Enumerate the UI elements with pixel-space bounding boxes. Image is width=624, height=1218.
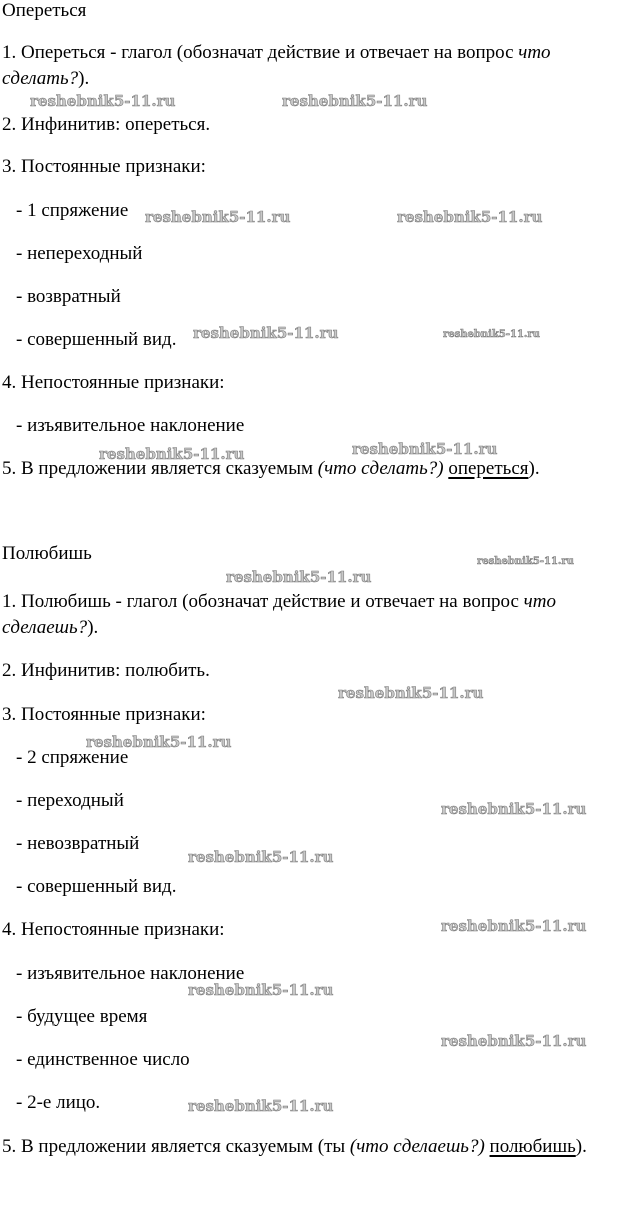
- section1-title: Опереться: [2, 0, 87, 21]
- s2-variable-feature: - единственное число: [16, 1049, 190, 1070]
- watermark: reshebnik5-11.ru: [188, 1097, 334, 1115]
- s2-paragraph-1-line1: 1. Полюбишь - глагол (обозначат действие и отвечает на вопрос что: [2, 591, 556, 612]
- watermark: reshebnik5-11.ru: [338, 684, 484, 702]
- s2-constant-feature: - 2 спряжение: [16, 747, 129, 768]
- section2-title: Полюбишь: [2, 543, 92, 564]
- watermark: reshebnik5-11.ru: [443, 329, 540, 340]
- watermark: reshebnik5-11.ru: [188, 981, 334, 999]
- s1-constant-feature: - совершенный вид.: [16, 329, 177, 350]
- s1-paragraph-1-line2: сделать?).: [2, 68, 90, 89]
- s1-paragraph-4: 4. Непостоянные признаки:: [2, 372, 225, 393]
- watermark: reshebnik5-11.ru: [193, 324, 339, 342]
- s2-paragraph-3: 3. Постоянные признаки:: [2, 704, 206, 725]
- s1-constant-feature: - возвратный: [16, 286, 121, 307]
- s2-paragraph-2: 2. Инфинитив: полюбить.: [2, 660, 210, 681]
- s1-variable-feature: - изъявительное наклонение: [16, 415, 245, 436]
- watermark: reshebnik5-11.ru: [352, 440, 498, 458]
- s1-paragraph-5: 5. В предложении является сказуемым (что сделать?) опереться).: [2, 458, 540, 479]
- s2-paragraph-1-line2: сделаешь?).: [2, 617, 99, 638]
- watermark: reshebnik5-11.ru: [441, 800, 587, 818]
- s2-constant-feature: - переходный: [16, 790, 124, 811]
- s1-constant-feature: - непереходный: [16, 243, 143, 264]
- s1-paragraph-2: 2. Инфинитив: опереться.: [2, 114, 211, 135]
- s2-paragraph-5: 5. В предложении является сказуемым (ты (что сделаешь?) полюбишь).: [2, 1136, 587, 1157]
- watermark: reshebnik5-11.ru: [86, 733, 232, 751]
- watermark: reshebnik5-11.ru: [441, 917, 587, 935]
- s1-paragraph-3: 3. Постоянные признаки:: [2, 156, 206, 177]
- watermark: reshebnik5-11.ru: [282, 92, 428, 110]
- s2-paragraph-4: 4. Непостоянные признаки:: [2, 919, 225, 940]
- watermark: reshebnik5-11.ru: [226, 568, 372, 586]
- watermark: reshebnik5-11.ru: [477, 556, 574, 567]
- watermark: reshebnik5-11.ru: [441, 1032, 587, 1050]
- s2-constant-feature: - невозвратный: [16, 833, 140, 854]
- s2-variable-feature: - будущее время: [16, 1006, 148, 1027]
- s1-paragraph-1-line1: 1. Опереться - глагол (обозначат действие и отвечает на вопрос что: [2, 42, 551, 63]
- watermark: reshebnik5-11.ru: [30, 92, 176, 110]
- watermark: reshebnik5-11.ru: [188, 848, 334, 866]
- watermark: reshebnik5-11.ru: [397, 208, 543, 226]
- watermark: reshebnik5-11.ru: [145, 208, 291, 226]
- s2-variable-feature: - изъявительное наклонение: [16, 963, 245, 984]
- s2-variable-feature: - 2-е лицо.: [16, 1092, 101, 1113]
- watermark: reshebnik5-11.ru: [99, 445, 245, 463]
- s1-constant-feature: - 1 спряжение: [16, 200, 129, 221]
- s2-constant-feature: - совершенный вид.: [16, 876, 177, 897]
